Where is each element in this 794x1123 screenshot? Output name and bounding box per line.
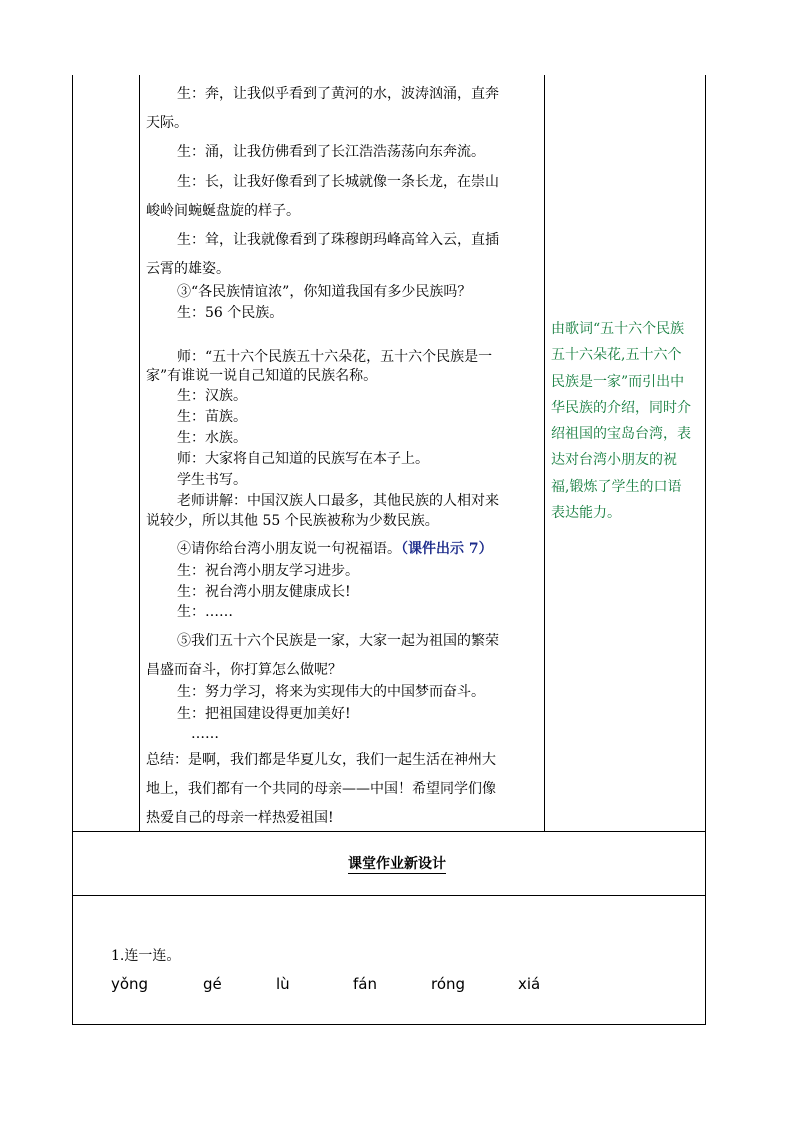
lesson-line: 师：“五十六个民族五十六朵花，五十六个民族是一 (177, 349, 493, 365)
lesson-line: 生：汉族。 (177, 388, 247, 404)
lesson-line: 生：把祖国建设得更加美好! (177, 706, 351, 722)
lesson-line: 生：祝台湾小朋友学习进步。 (177, 563, 359, 579)
note-line: 五十六朵花,五十六个 (551, 347, 682, 364)
lesson-line: 师：大家将自己知道的民族写在本子上。 (177, 451, 429, 467)
homework-title (0, 853, 794, 873)
pinyin-item: yǒng (111, 975, 149, 993)
lesson-line: 家”有谁说一说自己知道的民族名称。 (146, 368, 378, 384)
pinyin-item: xiá (518, 975, 541, 993)
lesson-line: 总结：是啊，我们都是华夏儿女，我们一起生活在神州大 (146, 752, 496, 768)
design-notes (551, 316, 711, 526)
note-line: 达对台湾小朋友的祝 (551, 452, 677, 469)
lesson-line: 生：56 个民族。 (177, 305, 284, 321)
note-line: 由歌词“五十六个民族 (551, 321, 685, 337)
lesson-line: 地上，我们都有一个共同的母亲——中国！希望同学们像 (146, 781, 496, 797)
lesson-line: 热爱自己的母亲一样热爱祖国! (146, 810, 334, 826)
homework-title-text: 课堂作业新设计 (348, 856, 446, 872)
row-divider-1 (72, 831, 706, 832)
note-line: 绍祖国的宝岛台湾，表 (551, 426, 691, 443)
lesson-line: ③“各民族情谊浓”，你知道我国有多少民族吗？ (177, 284, 472, 300)
courseware-tag: （课件出示 7） (401, 541, 493, 557)
lesson-line: 生：耸，让我就像看到了珠穆朗玛峰高耸入云，直插 (177, 232, 499, 248)
note-line: 华民族的介绍，同时介 (551, 399, 691, 416)
note-line: 民族是一家”而引出中 (551, 373, 685, 390)
lesson-line: 生：奔，让我似乎看到了黄河的水，波涛汹涌，直奔 (177, 86, 499, 102)
lesson-line: 峻岭间蜿蜒盘旋的样子。 (146, 203, 300, 219)
pinyin-item: lù (276, 975, 290, 993)
lesson-line: 说较少，所以其他 55 个民族被称为少数民族。 (146, 513, 439, 529)
lesson-line: 生：长，让我好像看到了长城就像一条长龙，在崇山 (177, 174, 499, 190)
lesson-line: 老师讲解：中国汉族人口最多，其他民族的人相对来 (177, 493, 499, 509)
lesson-line: 天际。 (146, 115, 188, 131)
homework-question: 1.连一连。 (111, 948, 181, 964)
lesson-line: 云霄的雄姿。 (146, 261, 230, 277)
lesson-line (177, 539, 493, 559)
lesson-line: 昌盛而奋斗，你打算怎么做呢？ (146, 662, 342, 678)
pinyin-item: fán (353, 975, 377, 993)
column-divider-1 (139, 75, 140, 831)
row-divider-2 (72, 895, 706, 896)
lesson-line: ⑤我们五十六个民族是一家，大家一起为祖国的繁荣 (177, 633, 499, 649)
table-right-border (705, 75, 706, 1025)
pinyin-item: róng (431, 975, 466, 993)
column-divider-2 (544, 75, 545, 831)
table-bottom-border (72, 1024, 706, 1025)
lesson-line: 生：苗族。 (177, 409, 247, 425)
blessing-prompt: ④请你给台湾小朋友说一句祝福语。 (177, 541, 401, 557)
lesson-line: 生：水族。 (177, 430, 247, 446)
lesson-line: 生：…… (177, 604, 233, 620)
pinyin-item: gé (203, 975, 222, 993)
note-line: 表达能力。 (551, 505, 621, 522)
lesson-line: 生：努力学习，将来为实现伟大的中国梦而奋斗。 (177, 684, 485, 700)
table-left-border (72, 75, 73, 1025)
lesson-line: 生：涌，让我仿佛看到了长江浩浩荡荡向东奔流。 (177, 144, 485, 160)
lesson-line: …… (191, 726, 219, 742)
note-line: 福,锻炼了学生的口语 (551, 478, 682, 495)
lesson-line: 学生书写。 (177, 472, 247, 488)
lesson-line: 生：祝台湾小朋友健康成长! (177, 584, 351, 600)
